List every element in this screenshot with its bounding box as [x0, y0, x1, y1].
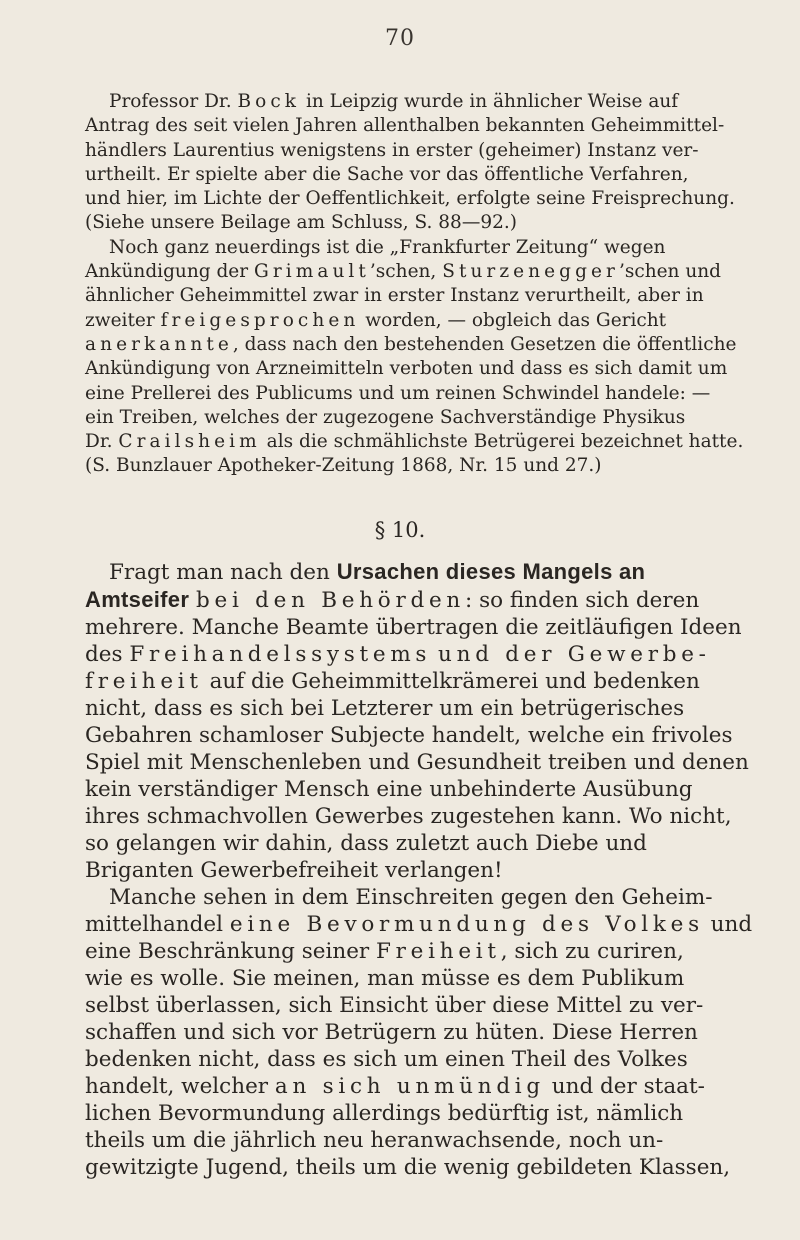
text-run: als die schmählichste Betrügerei bezeichnet hatte.: [260, 431, 744, 453]
section-heading: § 10.: [374, 518, 426, 542]
text-line: [85, 857, 735, 884]
spaced-text: freigesprochen: [160, 309, 360, 331]
text-line: [85, 406, 735, 430]
text-run: Noch ganz neuerdings ist die „Frankfurter Zeitung“ wegen: [109, 236, 666, 258]
spaced-text: Freihandelssystems: [129, 642, 432, 667]
text-run: mehrere. Manche Beamte übertragen die zeitläufigen Ideen: [85, 615, 742, 640]
text-run: Professor Dr.: [109, 91, 238, 112]
text-run: gewitzigte Jugend, theils um die wenig gebildeten Klassen,: [85, 1155, 731, 1180]
text-run: worden, — obgleich das Gericht: [359, 309, 667, 331]
text-run: und: [703, 912, 753, 937]
text-line: [85, 333, 735, 357]
text-run: Manche sehen in dem Einschreiten gegen den Geheim-: [109, 885, 713, 910]
text-run: selbst überlassen, sich Einsicht über diese Mittel zu ver-: [85, 993, 704, 1018]
text-run: händlers Laurentius wenigstens in erster (geheimer) Instanz ver-: [85, 139, 699, 161]
text-line: [85, 236, 735, 260]
spaced-text: Grimault: [253, 261, 370, 283]
text-run: , sich zu curiren,: [500, 939, 684, 964]
spaced-text: Sturzenegger: [442, 261, 619, 283]
text-run: Spiel mit Menschenleben und Gesundheit treiben und denen: [85, 750, 749, 775]
text-run: und der staat-: [544, 1074, 705, 1099]
text-run: eine Beschränkung seiner: [85, 939, 377, 964]
text-line: [85, 558, 735, 586]
text-run: ’schen,: [369, 261, 443, 283]
text-run: ihres schmachvollen Gewerbes zugestehen kann. Wo nicht,: [85, 804, 732, 829]
spaced-text: Bock: [237, 91, 301, 112]
spaced-text: eine Bevormundung des Volkes: [229, 912, 704, 937]
text-run: handelt, welcher: [85, 1074, 275, 1099]
text-line: [85, 284, 735, 308]
text-run: lichen Bevormundung allerdings bedürftig ist, nämlich: [85, 1101, 684, 1126]
text-run: Ankündigung von Arzneimitteln verboten und dass es sich damit um: [85, 358, 728, 380]
text-run: Ankündigung der: [85, 261, 254, 283]
text-line: [85, 1154, 735, 1181]
text-run: urtheilt. Er spielte aber die Sache vor das öffentliche Verfahren,: [85, 163, 689, 185]
page-number: 70: [385, 26, 415, 51]
spaced-text: anerkannte: [85, 333, 233, 355]
text-line: [85, 187, 735, 211]
text-line: [85, 830, 735, 857]
text-run: theils um die jährlich neu heranwachsende, noch un-: [85, 1128, 664, 1153]
paragraph-block-lower: [85, 558, 753, 1181]
spaced-text: an sich unmündig: [274, 1074, 545, 1099]
text-run: auf die Geheimmittelkrämerei und bedenken: [202, 669, 700, 694]
text-run: Antrag des seit vielen Jahren allenthalben bekannten Geheimmittel-: [85, 115, 725, 137]
text-run: schaffen und sich vor Betrügern zu hüten. Diese Herren: [85, 1020, 698, 1045]
spaced-text: freiheit: [85, 669, 203, 694]
emphasis-text: Ursachen dieses Mangels an: [336, 559, 646, 584]
text-run: Briganten Gewerbefreiheit verlangen!: [85, 858, 503, 883]
spaced-text: Freiheit: [376, 939, 501, 964]
text-run: , dass nach den bestehenden Gesetzen die öffentliche: [232, 333, 737, 355]
text-line: [85, 1073, 735, 1100]
text-run: eine Prellerei des Publicums und um reinen Schwindel handele: —: [85, 382, 711, 404]
text-line: [85, 163, 735, 187]
text-line: [85, 586, 735, 614]
text-run: des: [85, 642, 130, 667]
text-run: mittelhandel: [85, 912, 230, 937]
text-line: [85, 641, 735, 668]
text-line: [85, 1019, 735, 1046]
text-line: [85, 1046, 735, 1073]
text-line: [85, 90, 735, 114]
text-run: ein Treiben, welches der zugezogene Sachverständige Physikus: [85, 406, 686, 428]
text-run: [189, 588, 196, 613]
text-line: [85, 260, 735, 284]
text-run: so gelangen wir dahin, dass zuletzt auch Diebe und: [85, 831, 647, 856]
spaced-text: bei den Behörden: [196, 588, 466, 613]
text-line: [85, 938, 735, 965]
text-line: [85, 749, 749, 776]
text-line: [85, 309, 735, 333]
text-run: in Leipzig wurde in ähnlicher Weise auf: [300, 91, 679, 112]
paragraph-block-upper: [85, 90, 744, 479]
spaced-text: und der Gewerbe-: [438, 642, 711, 667]
text-line: [85, 211, 735, 235]
spaced-text: Crailsheim: [118, 431, 261, 453]
text-run: (S. Bunzlauer Apotheker-Zeitung 1868, Nr. 15 und 27.): [85, 455, 602, 477]
text-line: [85, 992, 735, 1019]
text-run: nicht, dass es sich bei Letzterer um ein betrügerisches: [85, 696, 685, 721]
text-run: bedenken nicht, dass es sich um einen Theil des Volkes: [85, 1047, 688, 1072]
text-line: [85, 454, 735, 478]
text-run: Gebahren schamloser Subjecte handelt, welche ein frivoles: [85, 723, 733, 748]
text-line: [85, 803, 735, 830]
text-line: [85, 911, 753, 938]
text-line: [85, 776, 735, 803]
text-line: [85, 614, 742, 641]
text-run: Fragt man nach den: [109, 560, 337, 585]
text-line: [85, 139, 735, 163]
text-line: [85, 357, 735, 381]
text-run: ähnlicher Geheimmittel zwar in erster Instanz verurtheilt, aber in: [85, 285, 704, 307]
text-line: [85, 722, 735, 749]
text-line: [85, 695, 735, 722]
text-line: [85, 884, 735, 911]
text-line: [85, 1100, 735, 1127]
emphasis-text: Amtseifer: [85, 587, 190, 612]
text-run: ’schen und: [618, 261, 722, 283]
text-line: [85, 382, 735, 406]
text-line: [85, 668, 735, 695]
text-line: [85, 965, 735, 992]
text-run: und hier, im Lichte der Oeffentlichkeit, erfolgte seine Freisprechung.: [85, 188, 735, 210]
text-run: kein verständiger Mensch eine unbehinderte Ausübung: [85, 777, 693, 802]
text-line: [85, 114, 735, 138]
text-run: : so finden sich deren: [465, 588, 700, 613]
text-run: wie es wolle. Sie meinen, man müsse es dem Publikum: [85, 966, 685, 991]
text-run: zweiter: [85, 309, 161, 331]
text-run: Dr.: [85, 431, 119, 453]
text-run: (Siehe unsere Beilage am Schluss, S. 88—92.): [85, 212, 517, 234]
text-line: [85, 430, 744, 454]
text-line: [85, 1127, 735, 1154]
